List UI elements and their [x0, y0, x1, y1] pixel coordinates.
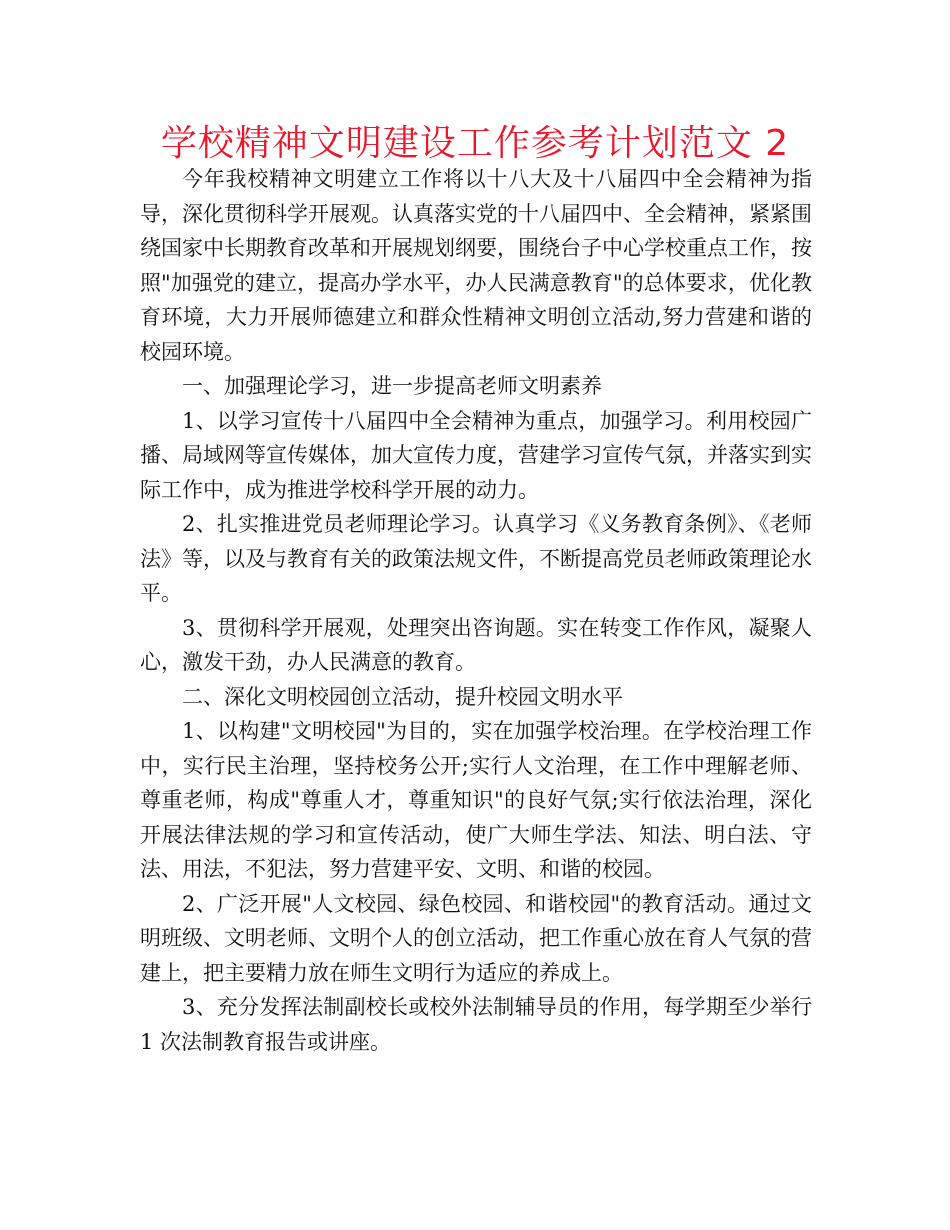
paragraph-1-2: 2、扎实推进党员老师理论学习。认真学习《义务教育条例》、《老师法》等，以及与教育有关的政策法规文件，不断提高党员老师政策理论水平。: [140, 512, 812, 605]
paragraph-2-3: 3、充分发挥法制副校长或校外法制辅导员的作用，每学期至少举行 1 次法制教育报告或讲座。: [140, 995, 812, 1054]
paragraph-2-1: 1、以构建"文明校园"为目的，实在加强学校治理。在学校治理工作中，实行民主治理，坚持校务公开;实行人文治理，在工作中理解老师、尊重老师，构成"尊重人才，尊重知识"的良好气氛;实行依法治理，深化开展法律法规的学习和宣传活动，使广大师生学法、知法、明白法、守法、用法，不犯法，努力营建平安、文明、和谐的校园。: [140, 719, 812, 881]
section-heading-2: 二、深化文明校园创立活动，提升校园文明水平: [182, 684, 623, 709]
paragraph-1-1: 1、以学习宣传十八届四中全会精神为重点，加强学习。利用校园广播、局域网等宣传媒体，加大宣传力度，营建学习宣传气氛，并落实到实际工作中，成为推进学校科学开展的动力。: [140, 408, 812, 502]
paragraph-2-2: 2、广泛开展"人文校园、绿色校园、和谐校园"的教育活动。通过文明班级、文明老师、文明个人的创立活动，把工作重心放在育人气氛的营建上，把主要精力放在师生文明行为适应的养成上。: [140, 891, 812, 985]
section-heading-1: 一、加强理论学习，进一步提高老师文明素养: [182, 374, 602, 398]
document-title: 学校精神文明建设工作参考计划范文 2: [160, 123, 790, 164]
document-body: [140, 162, 812, 1059]
intro-paragraph: 今年我校精神文明建立工作将以十八大及十八届四中全会精神为指导，深化贯彻科学开展观。认真落实党的十八届四中、全会精神，紧紧围绕国家中长期教育改革和开展规划纲要，围绕台子中心学校重点工作，按照"加强党的建立，提高办学水平，办人民满意教育"的总体要求，优化教育环境，大力开展师德建立和群众性精神文明创立活动,努力营建和谐的校园环境。: [140, 167, 812, 364]
paragraph-1-3: 3、贯彻科学开展观，处理突出咨询题。实在转变工作作风，凝聚人心，激发干劲，办人民满意的教育。: [140, 615, 812, 674]
